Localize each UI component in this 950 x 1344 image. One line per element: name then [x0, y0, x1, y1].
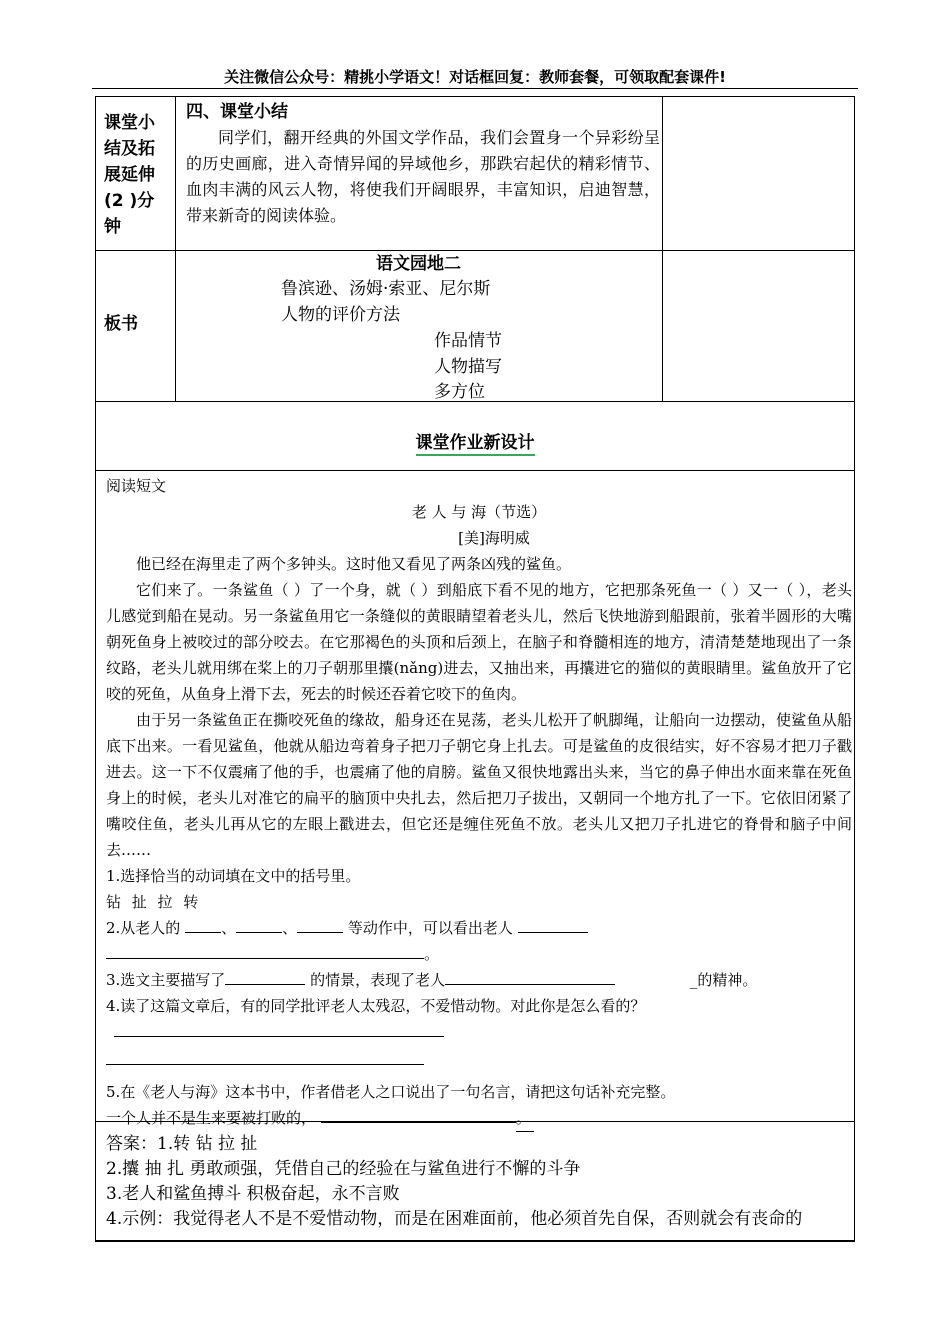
board-content: [176, 251, 663, 401]
reading-title: 老 人 与 海（节选）: [411, 503, 547, 521]
question-4-line-1: [106, 1019, 852, 1045]
question-3-end: _的精神。: [689, 971, 758, 989]
answer-blank-3b[interactable]: [445, 968, 615, 985]
board-label: 板书: [96, 251, 176, 401]
question-5: 5.在《老人与海》这本书中，作者借老人之口说出了一句名言，请把这句话补充完整。: [106, 1083, 676, 1101]
lesson-table: [95, 96, 855, 1242]
question-3-middle: 的情景，表现了老人: [310, 971, 446, 989]
question-2: [106, 915, 852, 941]
header-divider: [92, 88, 858, 89]
question-4: 4.读了这篇文章后，有的同学批评老人太残忍，不爱惜动物。对此你是怎么看的？: [106, 997, 646, 1015]
answers-content: [106, 1132, 852, 1232]
homework-title: 课堂作业新设计: [416, 433, 535, 456]
board-title: 语文园地二: [376, 254, 461, 274]
reading-paragraph-2: 它们来了。一条鲨鱼（ ）了一个身，就（ ）到船底下看不见的地方，它把那条死鱼一（ ）又一（ ），老头儿感觉到船在晃动。另一条鲨鱼用它一条缝似的黄眼睛望着老头儿，然后飞快地游到船跟前，张着半圆形的大嘴朝死鱼身上被咬过的部分咬去。在它那褐色的头顶和后颈上，在脑子和脊髓相连的地方，清清楚楚地现出了一条纹路，老头儿就用绑在桨上的刀子朝那里攮(nǎng)进去，又抽出来，再攮进它的猫似的黄眼睛里。鲨鱼放开了它咬的死鱼，从鱼身上滑下去，死去的时候还吞着它咬下的鱼肉。: [106, 581, 852, 703]
answer-blank-2b[interactable]: [236, 916, 282, 933]
question-2-end: 。: [424, 945, 440, 963]
question-2-sep-1: 、: [221, 919, 237, 937]
question-2-line-2: [106, 941, 852, 967]
question-5-prefix: 一个人并不是生来要被打败的，: [106, 1109, 317, 1127]
board-notes: [663, 251, 854, 401]
summary-title: 四、课堂小结: [186, 102, 288, 122]
board-line-5: 多方位: [434, 382, 485, 402]
reading-paragraph-3: 由于另一条鲨鱼正在撕咬死鱼的缘故，船身还在晃荡，老头儿松开了帆脚绳，让船向一边摆动，使鲨鱼从船底下出来。一看见鲨鱼，他就从船边弯着身子把刀子朝它身上扎去。可是鲨鱼的皮很结实，好不容易才把刀子戳进去。这一下不仅震痛了他的手，也震痛了他的肩膀。鲨鱼又很快地露出头来，当它的鼻子伸出水面来靠在死鱼身上的时候，老头儿对准它的扁平的脑顶中央扎去，然后把刀子拔出，又朝同一个地方扎了一下。它依旧闭紧了嘴咬住鱼，老头儿再从它的左眼上戳进去，但它还是缠住死鱼不放。老头儿又把刀子扎进它的脊骨和脑子中间去……: [106, 711, 852, 859]
question-5-end: 。: [516, 1105, 534, 1132]
board-line-4: 人物描写: [434, 357, 502, 377]
summary-row: [96, 97, 854, 251]
question-2-middle: 等动作中，可以看出老人: [347, 919, 513, 937]
answer-blank-2d[interactable]: [518, 916, 588, 933]
answer-blank-5[interactable]: [321, 1106, 516, 1123]
answer-blank-4a[interactable]: [114, 1020, 444, 1037]
answer-blank-4b[interactable]: [106, 1048, 424, 1065]
question-2-sep-2: 、: [282, 919, 298, 937]
answer-4: 4.示例：我觉得老人不是不爱惜动物，而是在困难面前，他必须首先自保，否则就会有丧命的: [106, 1209, 803, 1229]
question-1: 1.选择恰当的动词填在文中的括号里。: [106, 867, 361, 885]
question-2-prefix: 2.从老人的: [106, 919, 181, 937]
answer-3: 3.老人和鲨鱼搏斗 积极奋起，永不言败: [106, 1184, 400, 1204]
answer-2: 2.攮 抽 扎 勇敢顽强，凭借自己的经验在与鲨鱼进行不懈的斗争: [106, 1159, 581, 1179]
board-line-2: 人物的评价方法: [281, 305, 400, 325]
question-1-words: 钻 扯 拉 转: [106, 893, 199, 911]
summary-content: [176, 97, 663, 250]
answer-1: 答案：1.转 钻 拉 扯: [106, 1134, 258, 1154]
answer-blank-2c[interactable]: [297, 916, 343, 933]
board-row: [96, 251, 854, 402]
question-3-prefix: 3.选文主要描写了: [106, 971, 226, 989]
board-line-1: 鲁滨逊、汤姆·索亚、尼尔斯: [281, 279, 491, 299]
summary-notes: [663, 97, 854, 250]
reading-intro: 阅读短文: [106, 477, 167, 495]
reading-paragraph-1: 他已经在海里走了两个多钟头。这时他又看见了两条凶残的鲨鱼。: [136, 555, 572, 573]
reading-row: [96, 471, 854, 1127]
summary-label: 课堂小结及拓展延伸(2 )分钟: [96, 97, 176, 250]
reading-author: [美]海明威: [458, 529, 530, 547]
question-4-line-2: [106, 1047, 852, 1073]
answer-blank-3a[interactable]: [225, 968, 305, 985]
homework-title-row: [96, 402, 854, 471]
answers-row: [96, 1122, 854, 1241]
reading-content: [106, 473, 852, 1132]
question-3: [106, 967, 852, 993]
summary-text: 同学们，翻开经典的外国文学作品，我们会置身一个异彩纷呈的历史画廊，进入奇情异闻的异域他乡，那跌宕起伏的精彩情节、血肉丰满的风云人物，将使我们开阔眼界，丰富知识，启迪智慧，带来新奇的阅读体验。: [186, 128, 660, 225]
board-line-3: 作品情节: [434, 331, 502, 351]
header-note: 关注微信公众号：精挑小学语文！对话框回复：教师套餐，可领取配套课件!: [224, 68, 726, 86]
answer-blank-2e[interactable]: [106, 942, 424, 959]
answer-blank-2a[interactable]: [185, 916, 221, 933]
